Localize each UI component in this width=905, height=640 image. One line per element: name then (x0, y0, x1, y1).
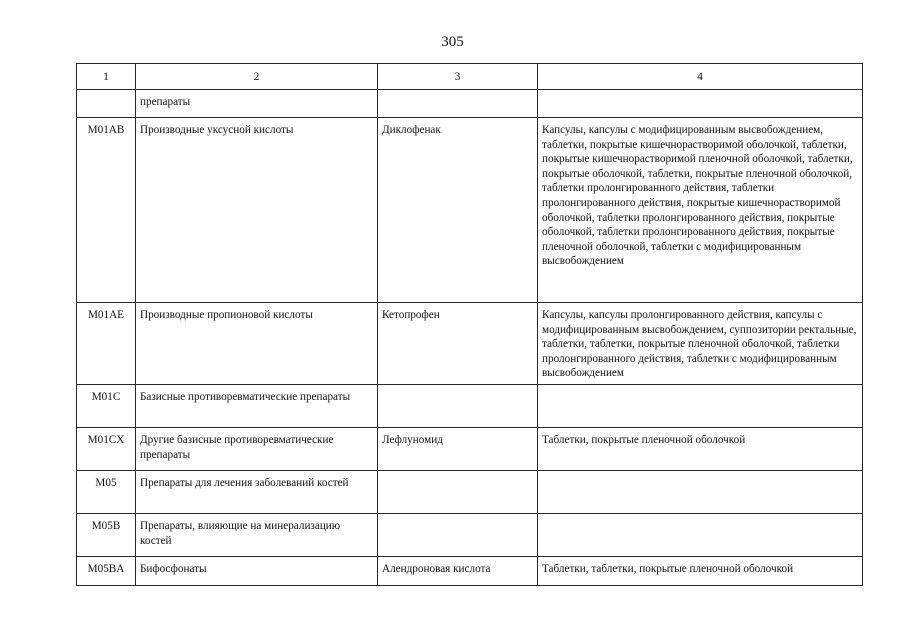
table-row (77, 556, 863, 585)
column-header: 3 (378, 64, 538, 90)
group-name-cell: Производные пропионовой кислоты (136, 303, 378, 385)
drug-name-cell (378, 470, 538, 513)
table-row (77, 90, 863, 118)
dosage-forms-cell: Капсулы, капсулы с модифицированным высвобождением, таблетки, покрытые кишечнорастворимой оболочкой, таблетки, покрытые кишечнорастворимой пленочной оболочкой, таблетки, покрытые оболочкой, таблетки, покрытые пленочной оболочкой, таблетки пролонгированного действия, таблетки пролонгированного действия, покрытые кишечнорастворимой оболочкой, таблетки пролонгированного действия, покрытые оболочкой, таблетки пролонгированного действия, покрытые пленочной оболочкой, таблетки с модифицированным высвобождением (538, 118, 863, 303)
page-number: 305 (441, 34, 464, 50)
atc-code-cell: M05 (77, 470, 136, 513)
drug-name-cell (378, 513, 538, 556)
group-name-cell: Препараты, влияющие на минерализацию костей (136, 513, 378, 556)
group-name-cell: Бифосфонаты (136, 556, 378, 585)
drug-name-cell: Лефлуномид (378, 427, 538, 470)
drug-name-cell: Алендроновая кислота (378, 556, 538, 585)
drug-name-cell (378, 90, 538, 118)
table-row (77, 427, 863, 470)
table-header-row (77, 64, 863, 90)
dosage-forms-cell: Таблетки, покрытые пленочной оболочкой (538, 427, 863, 470)
dosage-forms-cell: Таблетки, таблетки, покрытые пленочной оболочкой (538, 556, 863, 585)
table-row (77, 513, 863, 556)
table-row (77, 384, 863, 427)
group-name-cell: препараты (136, 90, 378, 118)
group-name-cell: Препараты для лечения заболеваний костей (136, 470, 378, 513)
dosage-forms-cell (538, 513, 863, 556)
column-header: 2 (136, 64, 378, 90)
group-name-cell: Производные уксусной кислоты (136, 118, 378, 303)
column-header: 4 (538, 64, 863, 90)
group-name-cell: Другие базисные противоревматические препараты (136, 427, 378, 470)
dosage-forms-cell (538, 384, 863, 427)
drug-table (76, 63, 863, 586)
atc-code-cell: M01CX (77, 427, 136, 470)
table-row (77, 118, 863, 303)
dosage-forms-cell (538, 90, 863, 118)
dosage-forms-cell (538, 470, 863, 513)
atc-code-cell: M05B (77, 513, 136, 556)
column-header: 1 (77, 64, 136, 90)
drug-name-cell (378, 384, 538, 427)
group-name-cell: Базисные противоревматические препараты (136, 384, 378, 427)
table-row (77, 470, 863, 513)
atc-code-cell: M01AB (77, 118, 136, 303)
atc-code-cell (77, 90, 136, 118)
table-row (77, 303, 863, 385)
drug-name-cell: Кетопрофен (378, 303, 538, 385)
drug-name-cell: Диклофенак (378, 118, 538, 303)
atc-code-cell: M01C (77, 384, 136, 427)
atc-code-cell: M05BA (77, 556, 136, 585)
atc-code-cell: M01AE (77, 303, 136, 385)
dosage-forms-cell: Капсулы, капсулы пролонгированного действия, капсулы с модифицированным высвобождением, суппозитории ректальные, таблетки, таблетки, покрытые пленочной оболочкой, таблетки пролонгированного действия, таблетки с модифицированным высвобождением (538, 303, 863, 385)
